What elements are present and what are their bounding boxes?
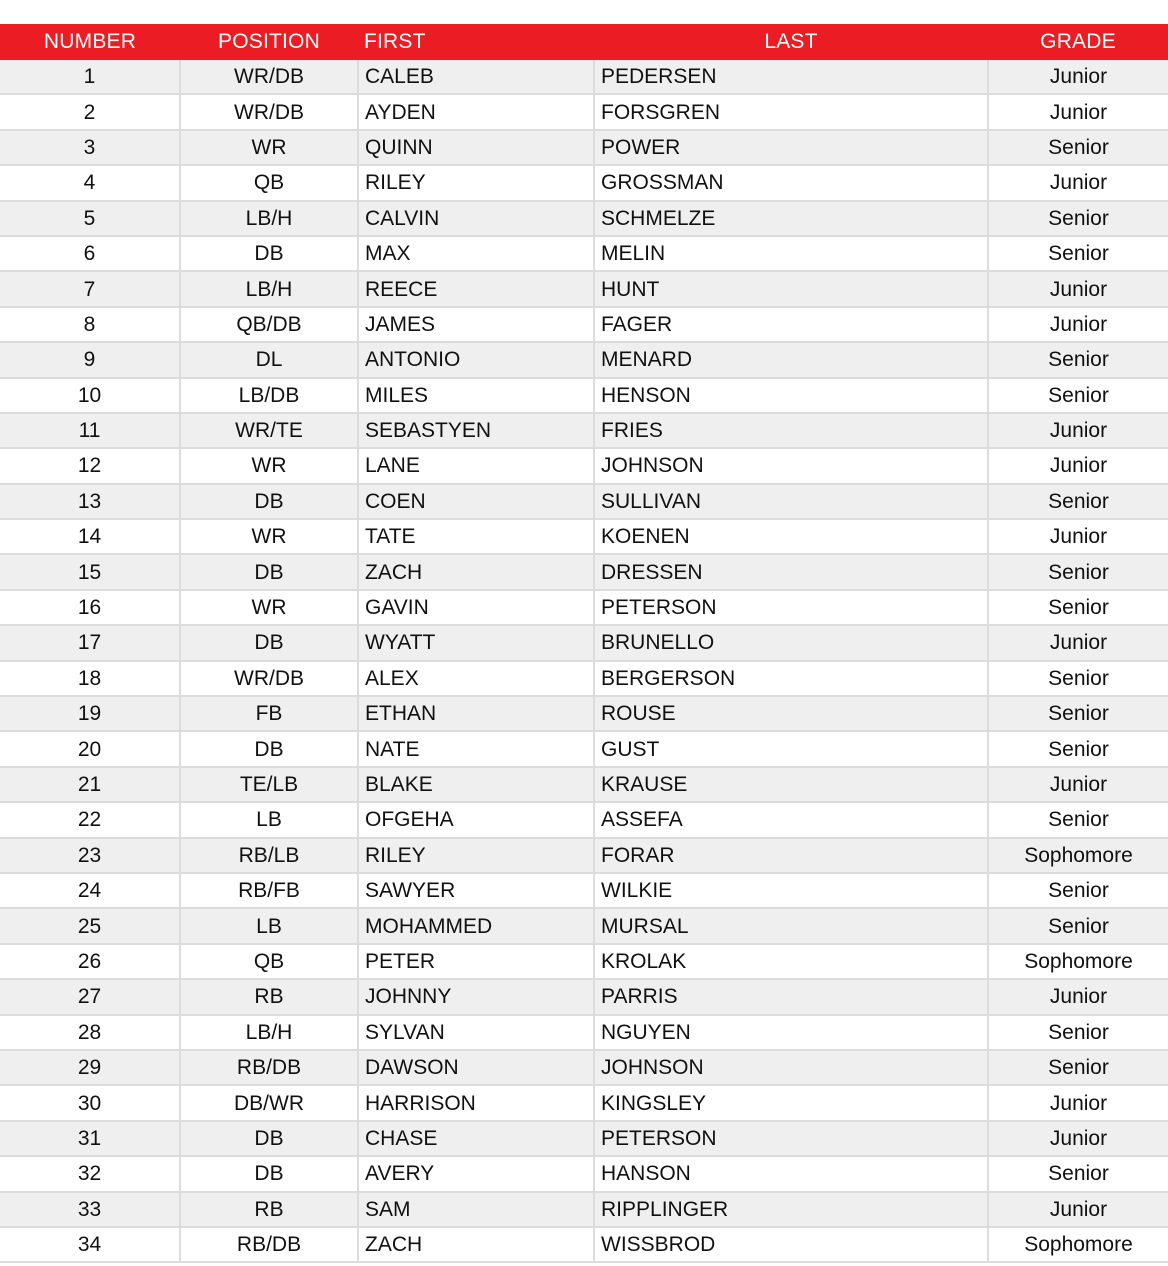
cell-grade: Junior [988,1192,1168,1227]
cell-position: WR [180,448,358,483]
cell-number: 6 [0,236,180,271]
cell-grade: Senior [988,201,1168,236]
cell-position: DB [180,554,358,589]
cell-grade: Junior [988,448,1168,483]
cell-last-name: SULLIVAN [594,484,988,519]
cell-position: RB/LB [180,838,358,873]
cell-number: 18 [0,661,180,696]
cell-number: 7 [0,271,180,306]
cell-grade: Senior [988,590,1168,625]
cell-first-name: NATE [358,731,594,766]
table-row [0,413,1168,448]
cell-grade: Senior [988,731,1168,766]
cell-number: 34 [0,1227,180,1262]
cell-first-name: COEN [358,484,594,519]
cell-grade: Senior [988,130,1168,165]
cell-position: LB/H [180,271,358,306]
cell-first-name: SAWYER [358,873,594,908]
table-row [0,378,1168,413]
cell-last-name: PEDERSEN [594,60,988,94]
table-row [0,60,1168,94]
cell-position: DB/WR [180,1085,358,1120]
cell-last-name: KOENEN [594,519,988,554]
cell-first-name: PETER [358,944,594,979]
cell-grade: Junior [988,307,1168,342]
cell-last-name: KINGSLEY [594,1085,988,1120]
cell-first-name: JAMES [358,307,594,342]
cell-number: 2 [0,94,180,129]
cell-grade: Senior [988,236,1168,271]
table-row [0,802,1168,837]
cell-grade: Senior [988,661,1168,696]
cell-grade: Senior [988,554,1168,589]
cell-position: DB [180,1156,358,1191]
cell-grade: Junior [988,165,1168,200]
cell-grade: Senior [988,908,1168,943]
cell-first-name: QUINN [358,130,594,165]
roster-header [0,24,1168,60]
cell-first-name: ZACH [358,554,594,589]
table-row [0,1015,1168,1050]
cell-grade: Sophomore [988,944,1168,979]
cell-first-name: CALVIN [358,201,594,236]
table-row [0,1156,1168,1191]
cell-last-name: NGUYEN [594,1015,988,1050]
cell-position: WR [180,590,358,625]
cell-first-name: SYLVAN [358,1015,594,1050]
cell-position: RB [180,979,358,1014]
cell-number: 32 [0,1156,180,1191]
cell-first-name: SAM [358,1192,594,1227]
cell-number: 15 [0,554,180,589]
table-row [0,1121,1168,1156]
cell-first-name: ANTONIO [358,342,594,377]
cell-last-name: ASSEFA [594,802,988,837]
cell-grade: Junior [988,94,1168,129]
cell-number: 21 [0,767,180,802]
cell-position: RB/DB [180,1227,358,1262]
table-row [0,94,1168,129]
cell-number: 17 [0,625,180,660]
cell-last-name: RIPPLINGER [594,1192,988,1227]
cell-last-name: MENARD [594,342,988,377]
cell-first-name: ZACH [358,1227,594,1262]
cell-first-name: CALEB [358,60,594,94]
table-row [0,625,1168,660]
cell-position: DL [180,342,358,377]
cell-first-name: JOHNNY [358,979,594,1014]
cell-last-name: MURSAL [594,908,988,943]
cell-last-name: SCHMELZE [594,201,988,236]
cell-first-name: RILEY [358,838,594,873]
cell-last-name: HENSON [594,378,988,413]
cell-grade: Junior [988,979,1168,1014]
cell-first-name: ALEX [358,661,594,696]
cell-position: WR/TE [180,413,358,448]
header-grade: GRADE [988,24,1168,60]
cell-position: LB/H [180,1015,358,1050]
cell-position: RB/DB [180,1050,358,1085]
cell-number: 8 [0,307,180,342]
cell-number: 5 [0,201,180,236]
cell-number: 24 [0,873,180,908]
cell-grade: Sophomore [988,838,1168,873]
cell-last-name: WILKIE [594,873,988,908]
cell-last-name: FORSGREN [594,94,988,129]
cell-position: QB [180,165,358,200]
cell-grade: Junior [988,1121,1168,1156]
cell-position: RB/FB [180,873,358,908]
cell-position: DB [180,1121,358,1156]
table-row [0,484,1168,519]
cell-position: QB/DB [180,307,358,342]
cell-last-name: WISSBROD [594,1227,988,1262]
cell-number: 29 [0,1050,180,1085]
table-row [0,130,1168,165]
cell-first-name: GAVIN [358,590,594,625]
cell-grade: Senior [988,696,1168,731]
cell-number: 14 [0,519,180,554]
cell-first-name: OFGEHA [358,802,594,837]
cell-grade: Senior [988,378,1168,413]
cell-number: 26 [0,944,180,979]
cell-number: 12 [0,448,180,483]
cell-number: 19 [0,696,180,731]
cell-first-name: WYATT [358,625,594,660]
cell-position: FB [180,696,358,731]
cell-grade: Senior [988,873,1168,908]
cell-last-name: BERGERSON [594,661,988,696]
cell-number: 1 [0,60,180,94]
table-row [0,271,1168,306]
cell-first-name: MILES [358,378,594,413]
cell-first-name: HARRISON [358,1085,594,1120]
cell-last-name: JOHNSON [594,1050,988,1085]
cell-position: WR/DB [180,60,358,94]
cell-first-name: REECE [358,271,594,306]
cell-position: QB [180,944,358,979]
cell-last-name: BRUNELLO [594,625,988,660]
table-row [0,1227,1168,1262]
cell-number: 22 [0,802,180,837]
cell-grade: Junior [988,271,1168,306]
cell-grade: Sophomore [988,1227,1168,1262]
cell-last-name: ROUSE [594,696,988,731]
header-last: LAST [594,24,988,60]
cell-grade: Senior [988,1015,1168,1050]
table-row [0,873,1168,908]
cell-last-name: HUNT [594,271,988,306]
cell-position: LB/DB [180,378,358,413]
roster-body [0,60,1168,1262]
header-first: FIRST [358,24,594,60]
cell-number: 25 [0,908,180,943]
table-row [0,519,1168,554]
cell-last-name: FAGER [594,307,988,342]
table-row [0,838,1168,873]
table-row [0,307,1168,342]
cell-first-name: CHASE [358,1121,594,1156]
cell-last-name: PETERSON [594,1121,988,1156]
cell-last-name: GUST [594,731,988,766]
cell-number: 23 [0,838,180,873]
table-row [0,448,1168,483]
table-row [0,554,1168,589]
cell-grade: Junior [988,767,1168,802]
cell-first-name: AYDEN [358,94,594,129]
cell-position: WR [180,519,358,554]
cell-grade: Senior [988,802,1168,837]
cell-last-name: PETERSON [594,590,988,625]
cell-number: 9 [0,342,180,377]
cell-last-name: FRIES [594,413,988,448]
cell-position: RB [180,1192,358,1227]
cell-first-name: MOHAMMED [358,908,594,943]
cell-first-name: BLAKE [358,767,594,802]
cell-first-name: RILEY [358,165,594,200]
table-row [0,661,1168,696]
cell-position: LB [180,802,358,837]
cell-last-name: HANSON [594,1156,988,1191]
cell-number: 33 [0,1192,180,1227]
cell-grade: Junior [988,1085,1168,1120]
cell-first-name: TATE [358,519,594,554]
cell-first-name: MAX [358,236,594,271]
table-row [0,944,1168,979]
cell-last-name: FORAR [594,838,988,873]
cell-last-name: MELIN [594,236,988,271]
table-row [0,236,1168,271]
cell-number: 20 [0,731,180,766]
cell-number: 13 [0,484,180,519]
cell-position: LB/H [180,201,358,236]
cell-number: 4 [0,165,180,200]
table-row [0,342,1168,377]
header-number: NUMBER [0,24,180,60]
cell-grade: Senior [988,484,1168,519]
cell-number: 28 [0,1015,180,1050]
cell-first-name: AVERY [358,1156,594,1191]
table-row [0,590,1168,625]
table-row [0,696,1168,731]
cell-position: WR/DB [180,94,358,129]
cell-last-name: POWER [594,130,988,165]
table-row [0,767,1168,802]
cell-position: LB [180,908,358,943]
cell-last-name: KROLAK [594,944,988,979]
cell-number: 30 [0,1085,180,1120]
cell-position: WR/DB [180,661,358,696]
cell-number: 11 [0,413,180,448]
cell-number: 3 [0,130,180,165]
cell-grade: Senior [988,1156,1168,1191]
cell-position: DB [180,625,358,660]
cell-first-name: LANE [358,448,594,483]
table-row [0,1085,1168,1120]
cell-position: DB [180,236,358,271]
header-row [0,24,1168,60]
cell-grade: Senior [988,342,1168,377]
table-row [0,165,1168,200]
cell-grade: Senior [988,1050,1168,1085]
cell-position: DB [180,731,358,766]
cell-last-name: KRAUSE [594,767,988,802]
cell-number: 10 [0,378,180,413]
header-position: POSITION [180,24,358,60]
cell-grade: Junior [988,60,1168,94]
table-row [0,731,1168,766]
cell-last-name: GROSSMAN [594,165,988,200]
cell-position: DB [180,484,358,519]
cell-first-name: ETHAN [358,696,594,731]
cell-grade: Junior [988,519,1168,554]
cell-position: TE/LB [180,767,358,802]
table-row [0,1192,1168,1227]
roster-table [0,24,1168,1263]
table-row [0,979,1168,1014]
cell-first-name: DAWSON [358,1050,594,1085]
cell-last-name: JOHNSON [594,448,988,483]
cell-grade: Junior [988,625,1168,660]
cell-grade: Junior [988,413,1168,448]
cell-number: 31 [0,1121,180,1156]
table-row [0,908,1168,943]
cell-last-name: PARRIS [594,979,988,1014]
cell-number: 16 [0,590,180,625]
table-row [0,201,1168,236]
cell-position: WR [180,130,358,165]
cell-last-name: DRESSEN [594,554,988,589]
cell-first-name: SEBASTYEN [358,413,594,448]
table-row [0,1050,1168,1085]
cell-number: 27 [0,979,180,1014]
